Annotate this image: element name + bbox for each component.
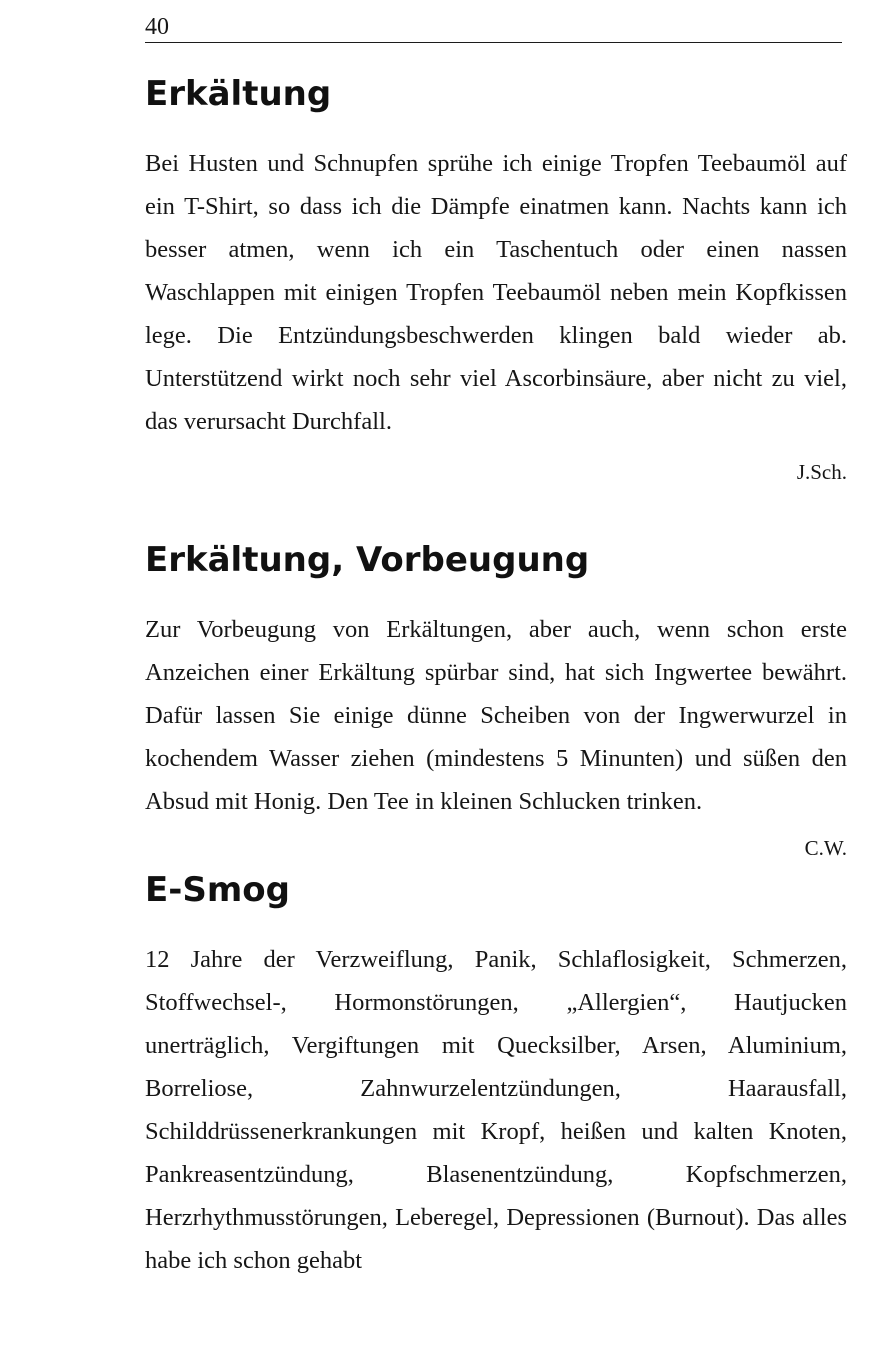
section-heading: Erkältung <box>145 74 332 114</box>
page-number: 40 <box>145 14 169 40</box>
section-erkaeltung <box>145 74 847 487</box>
section-body: Bei Husten und Schnupfen sprühe ich einige Tropfen Teebaumöl auf ein T-Shirt, so dass ich die Dämpfe einatmen kann. Nachts kann ich besser atmen, wenn ich ein Taschentuch oder einen nassen Waschlappen mit einigen Tropfen Teebaumöl neben mein Kopfkissen lege. Die Entzündungsbeschwerden klingen bald wieder ab. Unterstützend wirkt noch sehr viel Ascorbinsäure, aber nicht zu viel, das verursacht Durchfall. <box>145 150 847 435</box>
section-body: Zur Vorbeugung von Erkältungen, aber auch, wenn schon erste Anzeichen einer Erkältung spürbar sind, hat sich Ingwertee bewährt. Dafür lassen Sie einige dünne Scheiben von der Ingwerwurzel in kochendem Wasser ziehen (mindestens 5 Minunten) und süßen den Absud mit Honig. Den Tee in kleinen Schlucken trinken. <box>145 616 847 815</box>
section-erkaeltung-vorbeugung <box>145 540 847 863</box>
section-body: 12 Jahre der Verzweiflung, Panik, Schlaflosigkeit, Schmerzen, Stoffwechsel-, Hormonstörungen, „Allergien“, Hautjucken unerträglich, Vergiftungen mit Quecksilber, Arsen, Aluminium, Borreliose, Zahnwurzelentzündungen, Haarausfall, Schilddrüssenerkrankungen mit Kropf, heißen und kalten Knoten, Pankreasentzündung, Blasenentzündung, Kopfschmerzen, Herzrhythmusstörungen, Leberegel, Depressionen (Burnout). Das alles habe ich schon gehabt <box>145 946 847 1274</box>
section-heading: E-Smog <box>145 870 290 910</box>
section-heading: Erkältung, Vorbeugung <box>145 540 590 580</box>
author-signature: J.Sch. <box>796 460 847 484</box>
header-rule <box>145 42 842 43</box>
section-e-smog <box>145 870 847 1282</box>
author-signature: C.W. <box>804 836 847 860</box>
